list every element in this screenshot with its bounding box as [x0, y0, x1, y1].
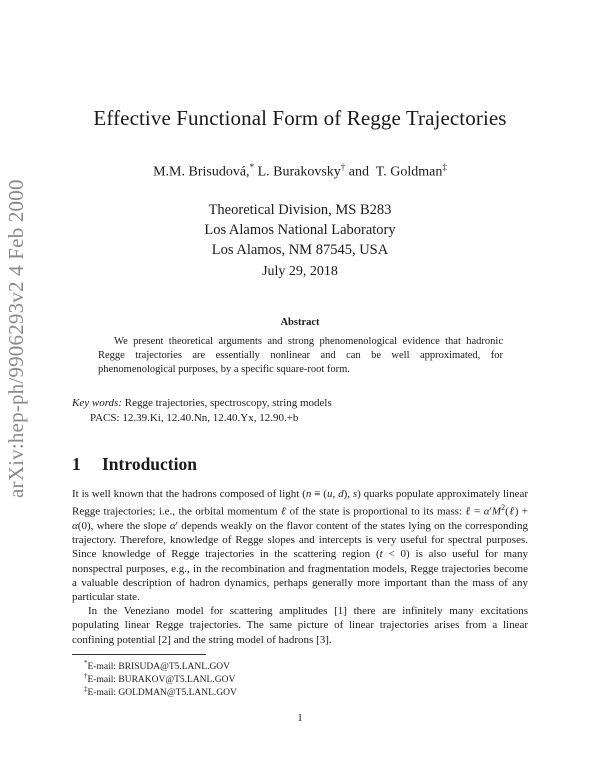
author-conjunction: and: [348, 164, 369, 180]
p1-part-f: ) is also useful for many nonspectral purposes, e.g., in the recombination and fragmentation models, Regge trajectories become a valuable description of hadron dynamics, perhaps generally more important than the mass of any particular state.: [72, 548, 528, 604]
author-mark-3: ‡: [442, 162, 447, 172]
author-mark-1: *: [249, 162, 255, 172]
paragraph-2: In the Veneziano model for scattering amplitudes [1] there are infinitely many excitations populating linear Regge trajectories. The same picture of linear trajectories arises from a linear confining potential [2] and the string model of hadrons [3].: [72, 605, 528, 646]
abstract-body: We present theoretical arguments and strong phenomenological evidence that hadronic Regge trajectories are essentially nonlinear and can be well approximated, for phenomenological purposes, by a specific square-root form.: [98, 336, 503, 375]
affiliation-line-2: Los Alamos National Laboratory: [204, 222, 396, 238]
section-number: 1: [72, 454, 81, 474]
keywords-text: Regge trajectories, spectroscopy, string models: [124, 397, 332, 409]
keywords: [72, 396, 332, 411]
p1-part-d: , where the slope: [90, 520, 170, 533]
footnote-text-3: E-mail: GOLDMAN@T5.LANL.GOV: [87, 688, 237, 699]
abstract-heading: Abstract: [280, 317, 320, 328]
p1-part-e: depends weakly on the flavor content of the states lying on the corresponding trajectory. Therefore, knowledge of Regge slopes and intercepts is very useful for spectral purposes. Since knowledge of Regge trajectories in the scattering region (: [72, 520, 528, 561]
section-title: Introduction: [102, 454, 197, 474]
affiliation: [0, 200, 600, 260]
footnote-3: [84, 683, 237, 699]
section-heading: [72, 454, 197, 475]
footnote-mark-1: *: [84, 659, 88, 667]
p1-part-b: ) quarks populate approximately linear Regge trajectories; i.e., the orbital momentum: [72, 488, 529, 518]
footnote-text-1: E-mail: BRISUDA@T5.LANL.GOV: [87, 662, 231, 673]
author-brisudova: M.M. Brisudová,: [153, 164, 250, 180]
paper-date: July 29, 2018: [262, 264, 338, 279]
author-mark-2: †: [340, 162, 346, 172]
affiliation-line-1: Theoretical Division, MS B283: [208, 202, 392, 218]
author-list: [0, 162, 600, 181]
footnote-mark-3: ‡: [84, 685, 88, 693]
paragraph-1: It is well known that the hadrons composed of light (n ≡ (u, d), s) quarks populate approximately linear Regge trajectories; i.e., the orbital momentum ℓ of the state is proportional to its mass: ℓ = $\alpha'M^2(\ell) + \alpha(0)$, where the slope α′ depends weakly on the flavor content of the states lying on the corresponding trajectory. Therefore, knowledge of Regge slopes and intercepts is very useful for spectral purposes. Since knowledge of Regge trajectories in the scattering region (t < 0) is also useful for many nonspectral purposes, e.g., in the recombination and fragmentation models, Regge trajectories become a valuable description of hadron dynamics, perhaps generally more important than the mass of any particular state.: [72, 488, 529, 604]
abstract-text: [98, 335, 503, 377]
footnote-text-2: E-mail: BURAKOV@T5.LANL.GOV: [87, 675, 236, 686]
p1-part-c: of the state is proportional to its mass:: [286, 505, 466, 518]
author-goldman: T. Goldman: [375, 164, 443, 180]
footnote-mark-2: †: [84, 672, 88, 680]
affiliation-line-3: Los Alamos, NM 87545, USA: [211, 242, 389, 258]
paper-title: Effective Functional Form of Regge Trajectories: [93, 106, 507, 130]
keywords-label: Key words:: [72, 397, 123, 409]
arxiv-stamp: arXiv:hep-ph/9906293v2 4 Feb 2000: [4, 179, 28, 498]
body-text: [72, 487, 528, 647]
page-number: 1: [297, 712, 303, 724]
author-burakovsky: L. Burakovsky: [257, 164, 341, 180]
pacs-codes: PACS: 12.39.Ki, 12.40.Nn, 12.40.Yx, 12.90.+b: [90, 412, 299, 424]
p1-part-a: It is well known that the hadrons composed of light (: [72, 488, 306, 500]
footnote-rule: [72, 654, 206, 655]
